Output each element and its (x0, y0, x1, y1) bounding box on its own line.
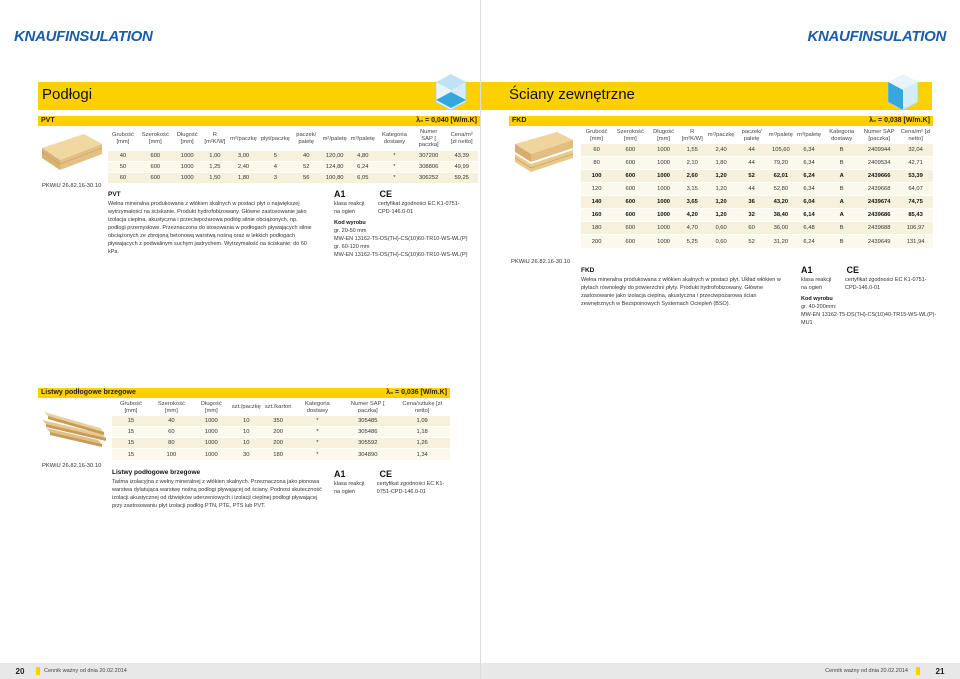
table-cell: 120,00 (321, 150, 349, 161)
table-cell: 80 (581, 157, 612, 170)
column-header: Szerokość [mm] (616, 129, 644, 142)
table-cell: * (294, 449, 342, 460)
table-cell: 85,43 (898, 209, 933, 222)
column-header: Szerokość [mm] (157, 401, 185, 414)
table-cell: 36,00 (767, 222, 795, 235)
table-cell: 307200 (412, 150, 446, 161)
table-cell: 131,94 (898, 235, 933, 248)
product-code-title: Kod wyrobu (334, 219, 366, 226)
table-cell: 100 (150, 449, 193, 460)
table-row (581, 157, 933, 170)
table-cell: 15 (112, 427, 150, 438)
table-cell: 4,20 (679, 209, 706, 222)
pvt-certification (334, 188, 474, 260)
table-cell: 49,99 (445, 161, 478, 172)
table-cell: 59,25 (445, 172, 478, 183)
column-header: m²/paczkę (230, 135, 257, 142)
table-cell: 1,20 (706, 209, 737, 222)
table-cell: 1000 (193, 449, 230, 460)
table-cell: 180 (581, 222, 612, 235)
page-title: Podłogi (42, 86, 93, 103)
footer-accent (916, 667, 920, 675)
page-number: 21 (935, 667, 945, 676)
table-cell: 53,39 (898, 170, 933, 183)
table-cell: 5,25 (679, 235, 706, 248)
table-cell: 3,65 (679, 196, 706, 209)
table-cell: 4,70 (679, 222, 706, 235)
table-cell: 1,20 (706, 196, 737, 209)
footer-text: Cennik ważny od dnia 20.02.2014 (44, 668, 127, 674)
fkd-desc-text: Wełna mineralna produkowana z włókien skalnych w postaci płyt. Układ włókien w płytach równoległy do powierzchni płyty. Produkt hydrofobizowany. Główne zastosowanie jako izolacja cieplna, akustyczna i przeciwpożarowa ścian zewnętrznych w Bezspoinowych Systemach Ociepleń (BSO). (581, 277, 781, 308)
column-header: m³/paletę (350, 135, 375, 142)
table-cell: 1000 (649, 183, 679, 196)
column-header: Cena/m² [zł netto] (900, 129, 931, 142)
table-row (581, 209, 933, 222)
table-cell: 1,55 (679, 144, 706, 157)
table-row (581, 235, 933, 248)
table-cell: 1000 (649, 157, 679, 170)
product-code-line: MW-EN 13162-T5-DS(TH)-CS(10)40-TR15-WS-WL(P)-MU1 (801, 311, 937, 326)
table-cell: 1000 (173, 150, 202, 161)
table-cell: 600 (612, 144, 648, 157)
table-row (112, 449, 450, 460)
column-header: Grubość [mm] (585, 129, 608, 142)
table-cell: 15 (112, 449, 150, 460)
right-page (480, 0, 960, 679)
table-cell: 4,80 (349, 150, 377, 161)
listwy-certification (334, 468, 454, 497)
column-header: Numer SAP [paczka] (863, 129, 895, 142)
a1-label: A1 (334, 469, 346, 479)
table-cell: 10 (230, 427, 263, 438)
table-cell: 6,24 (349, 161, 377, 172)
table-cell: * (377, 161, 412, 172)
table-cell: 6,14 (795, 209, 823, 222)
table-cell: 600 (138, 161, 173, 172)
table-cell: 2,10 (679, 157, 706, 170)
knauf-insulation-logo: KNAUFINSULATION (14, 28, 153, 45)
fire-class-label: klasa reakcji na ogień (334, 201, 365, 216)
table-cell: 1000 (173, 172, 202, 183)
column-header: Kategoria dostawy (829, 129, 855, 142)
table-cell: 1,26 (394, 438, 450, 449)
table-cell: B (823, 222, 860, 235)
table-cell: 38,40 (767, 209, 795, 222)
table-cell: 600 (612, 235, 648, 248)
table-cell: 1,80 (228, 172, 259, 183)
table-cell: 31,20 (767, 235, 795, 248)
column-header: m²/paletę (322, 135, 347, 142)
table-cell: 60 (150, 427, 193, 438)
product-code-line: MW-EN 13162-T5-DS(TH)-CS(10)60-TR10-WS-WL(P) (334, 235, 468, 242)
table-cell: 32,04 (898, 144, 933, 157)
table-cell: * (294, 427, 342, 438)
listwy-section-header: Listwy podłogowe brzegowe λ₀ = 0,036 [W/m.K] (38, 388, 450, 398)
table-cell: 1000 (193, 438, 230, 449)
table-cell: 60 (581, 144, 612, 157)
column-header: Grubość [mm] (119, 401, 142, 414)
table-cell: * (377, 150, 412, 161)
table-row (581, 222, 933, 235)
table-cell: 140 (581, 196, 612, 209)
table-cell: 1000 (649, 196, 679, 209)
left-title-bar (38, 82, 480, 110)
table-cell: 10 (230, 416, 263, 427)
table-cell: 2439688 (860, 222, 898, 235)
table-cell: 79,20 (767, 157, 795, 170)
table-cell: 43,39 (445, 150, 478, 161)
a1-label: A1 (334, 189, 346, 199)
column-header: Grubość [mm] (111, 132, 134, 145)
listwy-table (112, 400, 450, 460)
table-cell: A (823, 196, 860, 209)
table-cell: 4 (259, 161, 292, 172)
table-cell: 15 (112, 438, 150, 449)
table-cell: * (294, 438, 342, 449)
table-cell: 1,25 (202, 161, 228, 172)
table-cell: B (823, 235, 860, 248)
table-cell: 1000 (649, 222, 679, 235)
listwy-desc-text: Taśma izolacyjna z wełny mineralnej z włókien skalnych. Przeznaczona jako pionowa warstwa dylatująca warstwę nośną podłogi pływającej od ściany. Podnosi skuteczność izolacji akustycznej od dźwięków uderzeniowych i izolacji cieplnej podłogi pływającej przy zastosowaniu płyt izolacji podłóg PTN, PTE, PTS lub PVT. (112, 479, 322, 510)
listwy-desc-title: Listwy podłogowe brzegowe (112, 469, 201, 476)
column-header: Kategoria dostawy (304, 401, 330, 414)
column-header: Numer SAP [ paczka] (350, 401, 385, 414)
table-cell: 80 (150, 438, 193, 449)
table-cell: 60 (736, 222, 766, 235)
table-row (108, 150, 478, 161)
column-header: paczek/ paletę (741, 129, 762, 142)
table-cell: 0,60 (706, 222, 737, 235)
table-cell: 15 (112, 416, 150, 427)
table-cell: A (823, 170, 860, 183)
table-row (112, 416, 450, 427)
table-cell: 1000 (649, 235, 679, 248)
table-row (581, 183, 933, 196)
product-code-line: gr. 60-120 mm (334, 243, 370, 250)
column-header: Szerokość [mm] (141, 132, 169, 145)
table-cell: 62,01 (767, 170, 795, 183)
table-cell: 105,60 (767, 144, 795, 157)
table-cell: 1,18 (394, 427, 450, 438)
table-row (581, 170, 933, 183)
table-cell: 6,24 (795, 235, 823, 248)
table-cell: 6,48 (795, 222, 823, 235)
column-header: R [m²K/W] (681, 129, 703, 142)
table-cell: 30 (230, 449, 263, 460)
table-cell: 305485 (341, 416, 394, 427)
table-cell: 44 (736, 144, 766, 157)
table-cell: 1000 (193, 427, 230, 438)
fkd-section-header: FKD λ₀ = 0,038 [W/m.K] (509, 116, 933, 126)
table-cell: 100 (581, 170, 612, 183)
table-cell: 44 (736, 157, 766, 170)
table-cell: 43,20 (767, 196, 795, 209)
table-cell: 600 (612, 157, 648, 170)
table-cell: 2439686 (860, 209, 898, 222)
cert-text: certyfikat zgodności EC K1-0751-CPD-146.0-01 (376, 481, 445, 496)
listwy-description (112, 468, 322, 511)
table-cell: 2,40 (706, 144, 737, 157)
column-header: R [m²K/W] (204, 132, 226, 145)
column-header: m²/paletę (768, 132, 793, 139)
pvt-desc-text: Wełna mineralna produkowana z włókien skalnych w postaci płyt o największej wytrzymałości na ściskanie. Produkt hydrofobizowany. Główne zastosowanie jako izolacja cieplna, akustyczna i przeciwpożarowa podłóg silnie obciążonych, np. podłogi przemysłowe. Przeznaczona do stosowania w podłogach pływających silnie obciążonych ze zbrojoną betonową warstwą nośną oraz w lekkich podłogach pływających z podwalinym suchym jastrychem. Wytrzymałość na ściskanie: do 60 kPa. (108, 201, 312, 256)
left-footer (0, 663, 480, 679)
table-cell: 200 (263, 427, 294, 438)
table-cell: 120 (581, 183, 612, 196)
column-header: m²/paczkę (707, 132, 735, 139)
fkd-product-photo (511, 128, 577, 180)
fire-class-label: klasa reakcji na ogień (801, 277, 832, 292)
table-cell: 3,00 (228, 150, 259, 161)
pvt-product-photo (40, 130, 104, 174)
table-cell: 600 (612, 183, 648, 196)
wall-cube-icon (886, 72, 920, 112)
fire-class-label: klasa reakcji na ogień (334, 481, 365, 496)
table-row (108, 172, 478, 183)
fkd-desc-title: FKD (581, 267, 595, 274)
column-header: Długość [mm] (200, 401, 222, 414)
table-cell: 1000 (649, 209, 679, 222)
table-row (112, 438, 450, 449)
page-title: Ściany zewnętrzne (509, 86, 635, 103)
table-cell: 2409534 (860, 157, 898, 170)
column-header: Cena/m² [zł netto] (450, 132, 473, 145)
table-cell: 200 (581, 235, 612, 248)
knauf-insulation-logo: KNAUFINSULATION (807, 28, 946, 45)
table-cell: 5 (259, 150, 292, 161)
table-cell: 64,07 (898, 183, 933, 196)
table-cell: 2439668 (860, 183, 898, 196)
table-cell: 1,34 (394, 449, 450, 460)
table-cell: 6,05 (349, 172, 377, 183)
product-code-title: Kod wyrobu (801, 295, 833, 302)
table-cell: 180 (263, 449, 294, 460)
right-footer (481, 663, 960, 679)
table-cell: 52 (292, 161, 321, 172)
page-number: 20 (15, 667, 25, 676)
product-code-line: gr. 40-200mm: (801, 303, 837, 310)
column-header: płyt/paczkę (260, 135, 290, 142)
table-cell: 3 (259, 172, 292, 183)
column-header: Kategoria dostawy (381, 132, 407, 145)
column-header: Cena/sztukę [zł netto] (402, 401, 442, 414)
table-cell: 200 (263, 438, 294, 449)
table-row (112, 427, 450, 438)
table-cell: 6,34 (795, 144, 823, 157)
table-cell: 106,97 (898, 222, 933, 235)
column-header: Długość [mm] (653, 129, 675, 142)
table-cell: 1,09 (394, 416, 450, 427)
right-title-bar (481, 82, 932, 110)
table-cell: B (823, 183, 860, 196)
table-cell: 600 (138, 150, 173, 161)
table-cell: 1,20 (706, 183, 737, 196)
product-code-line: MW-EN 13162-T5-DS(TH)-CS(10)60-TR10-WS-WL(P) (334, 251, 468, 258)
table-cell: 2439649 (860, 235, 898, 248)
column-header: Numer SAP [ paczka] (418, 129, 439, 149)
table-cell: 40 (292, 150, 321, 161)
table-cell: B (823, 157, 860, 170)
table-cell: 308806 (412, 161, 446, 172)
table-cell: 160 (581, 209, 612, 222)
pvt-desc-title: PVT (108, 191, 121, 198)
table-row (108, 161, 478, 172)
footer-accent (36, 667, 40, 675)
pvt-pkwiu: PKWiU 26.82.16-30.10 (42, 183, 102, 189)
table-cell: 44 (736, 183, 766, 196)
table-cell: 350 (263, 416, 294, 427)
table-cell: 60 (108, 172, 138, 183)
table-cell: 2,40 (228, 161, 259, 172)
fkd-certification (801, 264, 941, 328)
table-cell: 100,80 (321, 172, 349, 183)
table-cell: 600 (612, 222, 648, 235)
table-cell: 1000 (649, 170, 679, 183)
table-cell: 305486 (341, 427, 394, 438)
table-row (581, 196, 933, 209)
table-cell: 10 (230, 438, 263, 449)
table-cell: 1000 (193, 416, 230, 427)
table-cell: 1,50 (202, 172, 228, 183)
table-cell: 40 (150, 416, 193, 427)
table-cell: 6,34 (795, 183, 823, 196)
table-cell: A (823, 209, 860, 222)
product-code-line: gr. 20-50 mm (334, 227, 367, 234)
table-cell: 40 (108, 150, 138, 161)
table-cell: 2439674 (860, 196, 898, 209)
fkd-table (581, 128, 933, 248)
table-cell: 2,60 (679, 170, 706, 183)
table-cell: 600 (612, 196, 648, 209)
table-cell: 36 (736, 196, 766, 209)
table-cell: 52 (736, 170, 766, 183)
table-cell: 2409944 (860, 144, 898, 157)
table-cell: 304890 (341, 449, 394, 460)
footer-text: Cennik ważny od dnia 20.02.2014 (825, 668, 908, 674)
column-header: paczek/ paletę (296, 132, 317, 145)
table-cell: 6,04 (795, 196, 823, 209)
table-cell: 600 (612, 209, 648, 222)
listwy-product-photo (40, 402, 110, 448)
table-row (581, 144, 933, 157)
ce-mark-icon: CE (379, 189, 393, 199)
listwy-pkwiu: PKWiU 26.82.16-30.10 (42, 463, 102, 469)
table-cell: 2439666 (860, 170, 898, 183)
table-cell: 0,60 (706, 235, 737, 248)
table-cell: 305592 (341, 438, 394, 449)
a1-label: A1 (801, 265, 813, 275)
table-cell: 74,75 (898, 196, 933, 209)
table-cell: 1,80 (706, 157, 737, 170)
table-cell: 32 (736, 209, 766, 222)
table-cell: 1000 (173, 161, 202, 172)
cert-text: certyfikat zgodności EC K1-0751-CPD-146.0-01 (378, 201, 460, 216)
pvt-description (108, 190, 313, 257)
table-cell: * (294, 416, 342, 427)
ce-mark-icon: CE (379, 469, 393, 479)
table-cell: 56 (292, 172, 321, 183)
column-header: szt./karton (264, 404, 292, 411)
pvt-section-header: PVT λ₀ = 0,040 [W/m.K] (38, 116, 480, 126)
pvt-table (108, 128, 478, 183)
fkd-pkwiu: PKWiU 26.82.16-30.10 (511, 259, 571, 265)
table-cell: 306252 (412, 172, 446, 183)
table-cell: 6,24 (795, 170, 823, 183)
table-cell: 600 (138, 172, 173, 183)
table-cell: 52 (736, 235, 766, 248)
column-header: szt./paczkę (231, 404, 261, 411)
table-cell: 1,20 (706, 170, 737, 183)
table-cell: 124,80 (321, 161, 349, 172)
column-header: Długość [mm] (176, 132, 198, 145)
table-cell: B (823, 144, 860, 157)
cert-text: certyfikat zgodności EC K1-0751-CPD-146.0-01 (845, 277, 927, 292)
ce-mark-icon: CE (846, 265, 860, 275)
table-cell: 1000 (649, 144, 679, 157)
table-cell: 42,71 (898, 157, 933, 170)
table-cell: 3,15 (679, 183, 706, 196)
table-cell: 50 (108, 161, 138, 172)
table-cell: * (377, 172, 412, 183)
floor-cube-icon (434, 72, 468, 112)
fkd-description (581, 266, 791, 309)
table-cell: 1,00 (202, 150, 228, 161)
table-cell: 600 (612, 170, 648, 183)
column-header: m³/paletę (796, 132, 822, 139)
table-cell: 52,80 (767, 183, 795, 196)
table-cell: 6,34 (795, 157, 823, 170)
